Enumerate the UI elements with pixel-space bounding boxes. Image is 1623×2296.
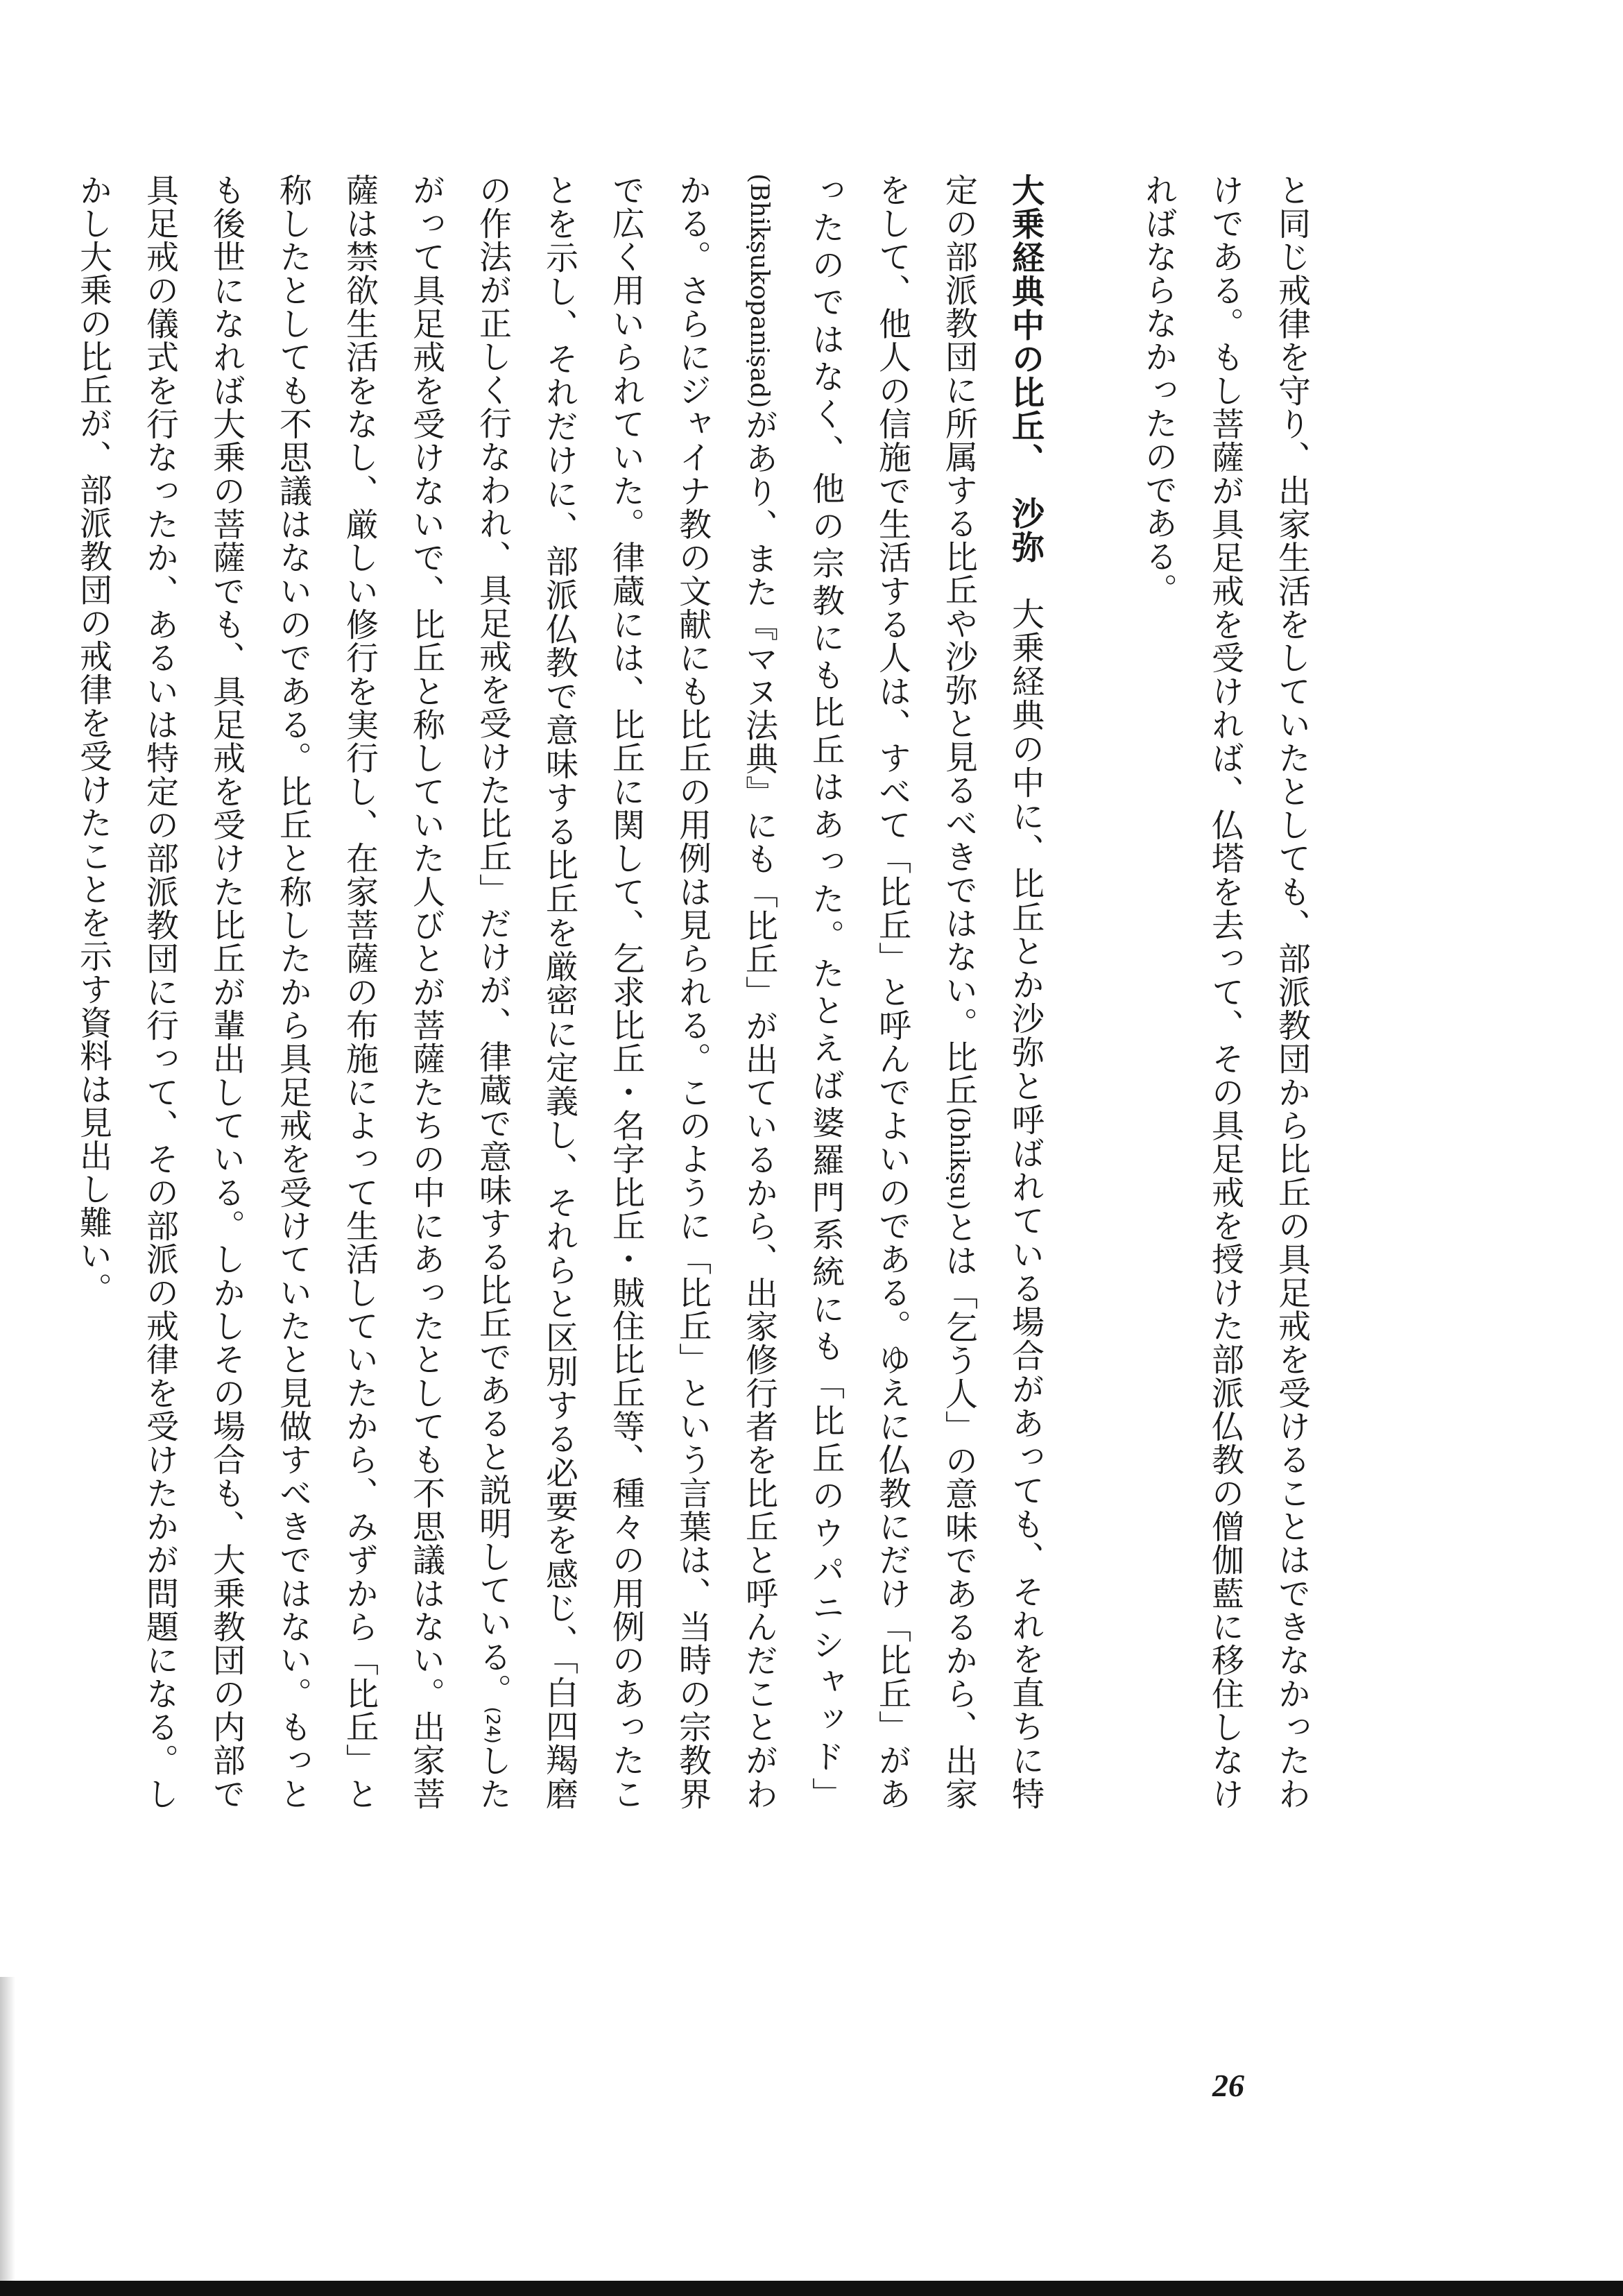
section-subheading: 沙弥 [1006, 496, 1045, 565]
footnote-reference: (24) [482, 1706, 503, 1744]
paragraph-1-text: と同じ戒律を守り、出家生活をしていたとしても、部派教団から比丘の具足戒を受けることはできなかったわけである。もし菩薩が具足戒を受ければ、仏塔を去って、その具足戒を授けた部派仏教の僧伽藍に移住しなければならなかったのである。 [1140, 173, 1311, 1810]
paragraph-continuation [1125, 173, 1325, 1810]
paragraph-2-text-part-2: とは「乞う人」の意味であるから、出家をして、他人の信施で生活する人は、すべて「比丘」と呼んでよいのである。ゆえに仏教にだけ「比丘」があったのではなく、他の宗教にも比丘はあった。たとえば婆羅門系統にも「比丘のウパニシャッド」 [807, 173, 978, 1811]
paragraph-2-text-part-4: したがって具足戒を受けないで、比丘と称していた人びとが菩薩たちの中にあったとしても不思議はない。出家菩薩は禁欲生活をなし、厳しい修行を実行し、在家菩薩の布施によって生活していたから、みずから「比丘」と称したとしても不思議はないのである。比丘と称したから具足戒を受けていたと見做すべきではない。もっとも後世になれば大乗の菩薩でも、具足戒を受けた比丘が輩出している。しかしその場合も、大乗教団の内部で具足戒の儀式を行なったか、あるいは特定の部派教団に行って、その部派の戒律を受けたかが問題になる。しかし大乗の比丘が、部派教団の戒律を受けたことを示す資料は見出し難い。 [74, 173, 512, 1810]
paragraph-2-text-part-1: 大乗経典の中に、比丘とか沙弥と呼ばれている場合があっても、それを直ちに特定の部派教団に所属する比丘や沙弥と見るべきではない。比丘 [940, 173, 1045, 1811]
vertical-text-block [60, 173, 1325, 1810]
section-heading: 大乗経典中の比丘、 [1006, 173, 1045, 477]
paragraph-section [60, 173, 1058, 1810]
sanskrit-term-bhiksukopanisad: (Bhikṣukopaniṣad) [745, 173, 773, 409]
paragraph-2-text-part-3: があり、また『マヌ法典』にも「比丘」が出ているから、出家修行者を比丘と呼んだことがわかる。さらにジャイナ教の文献にも比丘の用例は見られる。このように「比丘」という言葉は、当時の宗教界で広く用いられていた。律蔵には、比丘に関して、乞求比丘・名字比丘・賊住比丘等、種々の用例のあったことを示し、それだけに、部派仏教で意味する比丘を厳密に定義し、それらと区別する必要を感じ、「白四羯磨の作法が正しく行なわれ、具足戒を受けた比丘」だけが、律蔵で意味する比丘であると説明している。 [474, 173, 778, 1810]
scan-bottom-border [0, 2281, 1623, 2296]
sanskrit-term-bhiksu: (bhikṣu) [945, 1106, 973, 1210]
scan-edge-shadow [0, 1977, 15, 2282]
page-number: 26 [1212, 2068, 1244, 2103]
